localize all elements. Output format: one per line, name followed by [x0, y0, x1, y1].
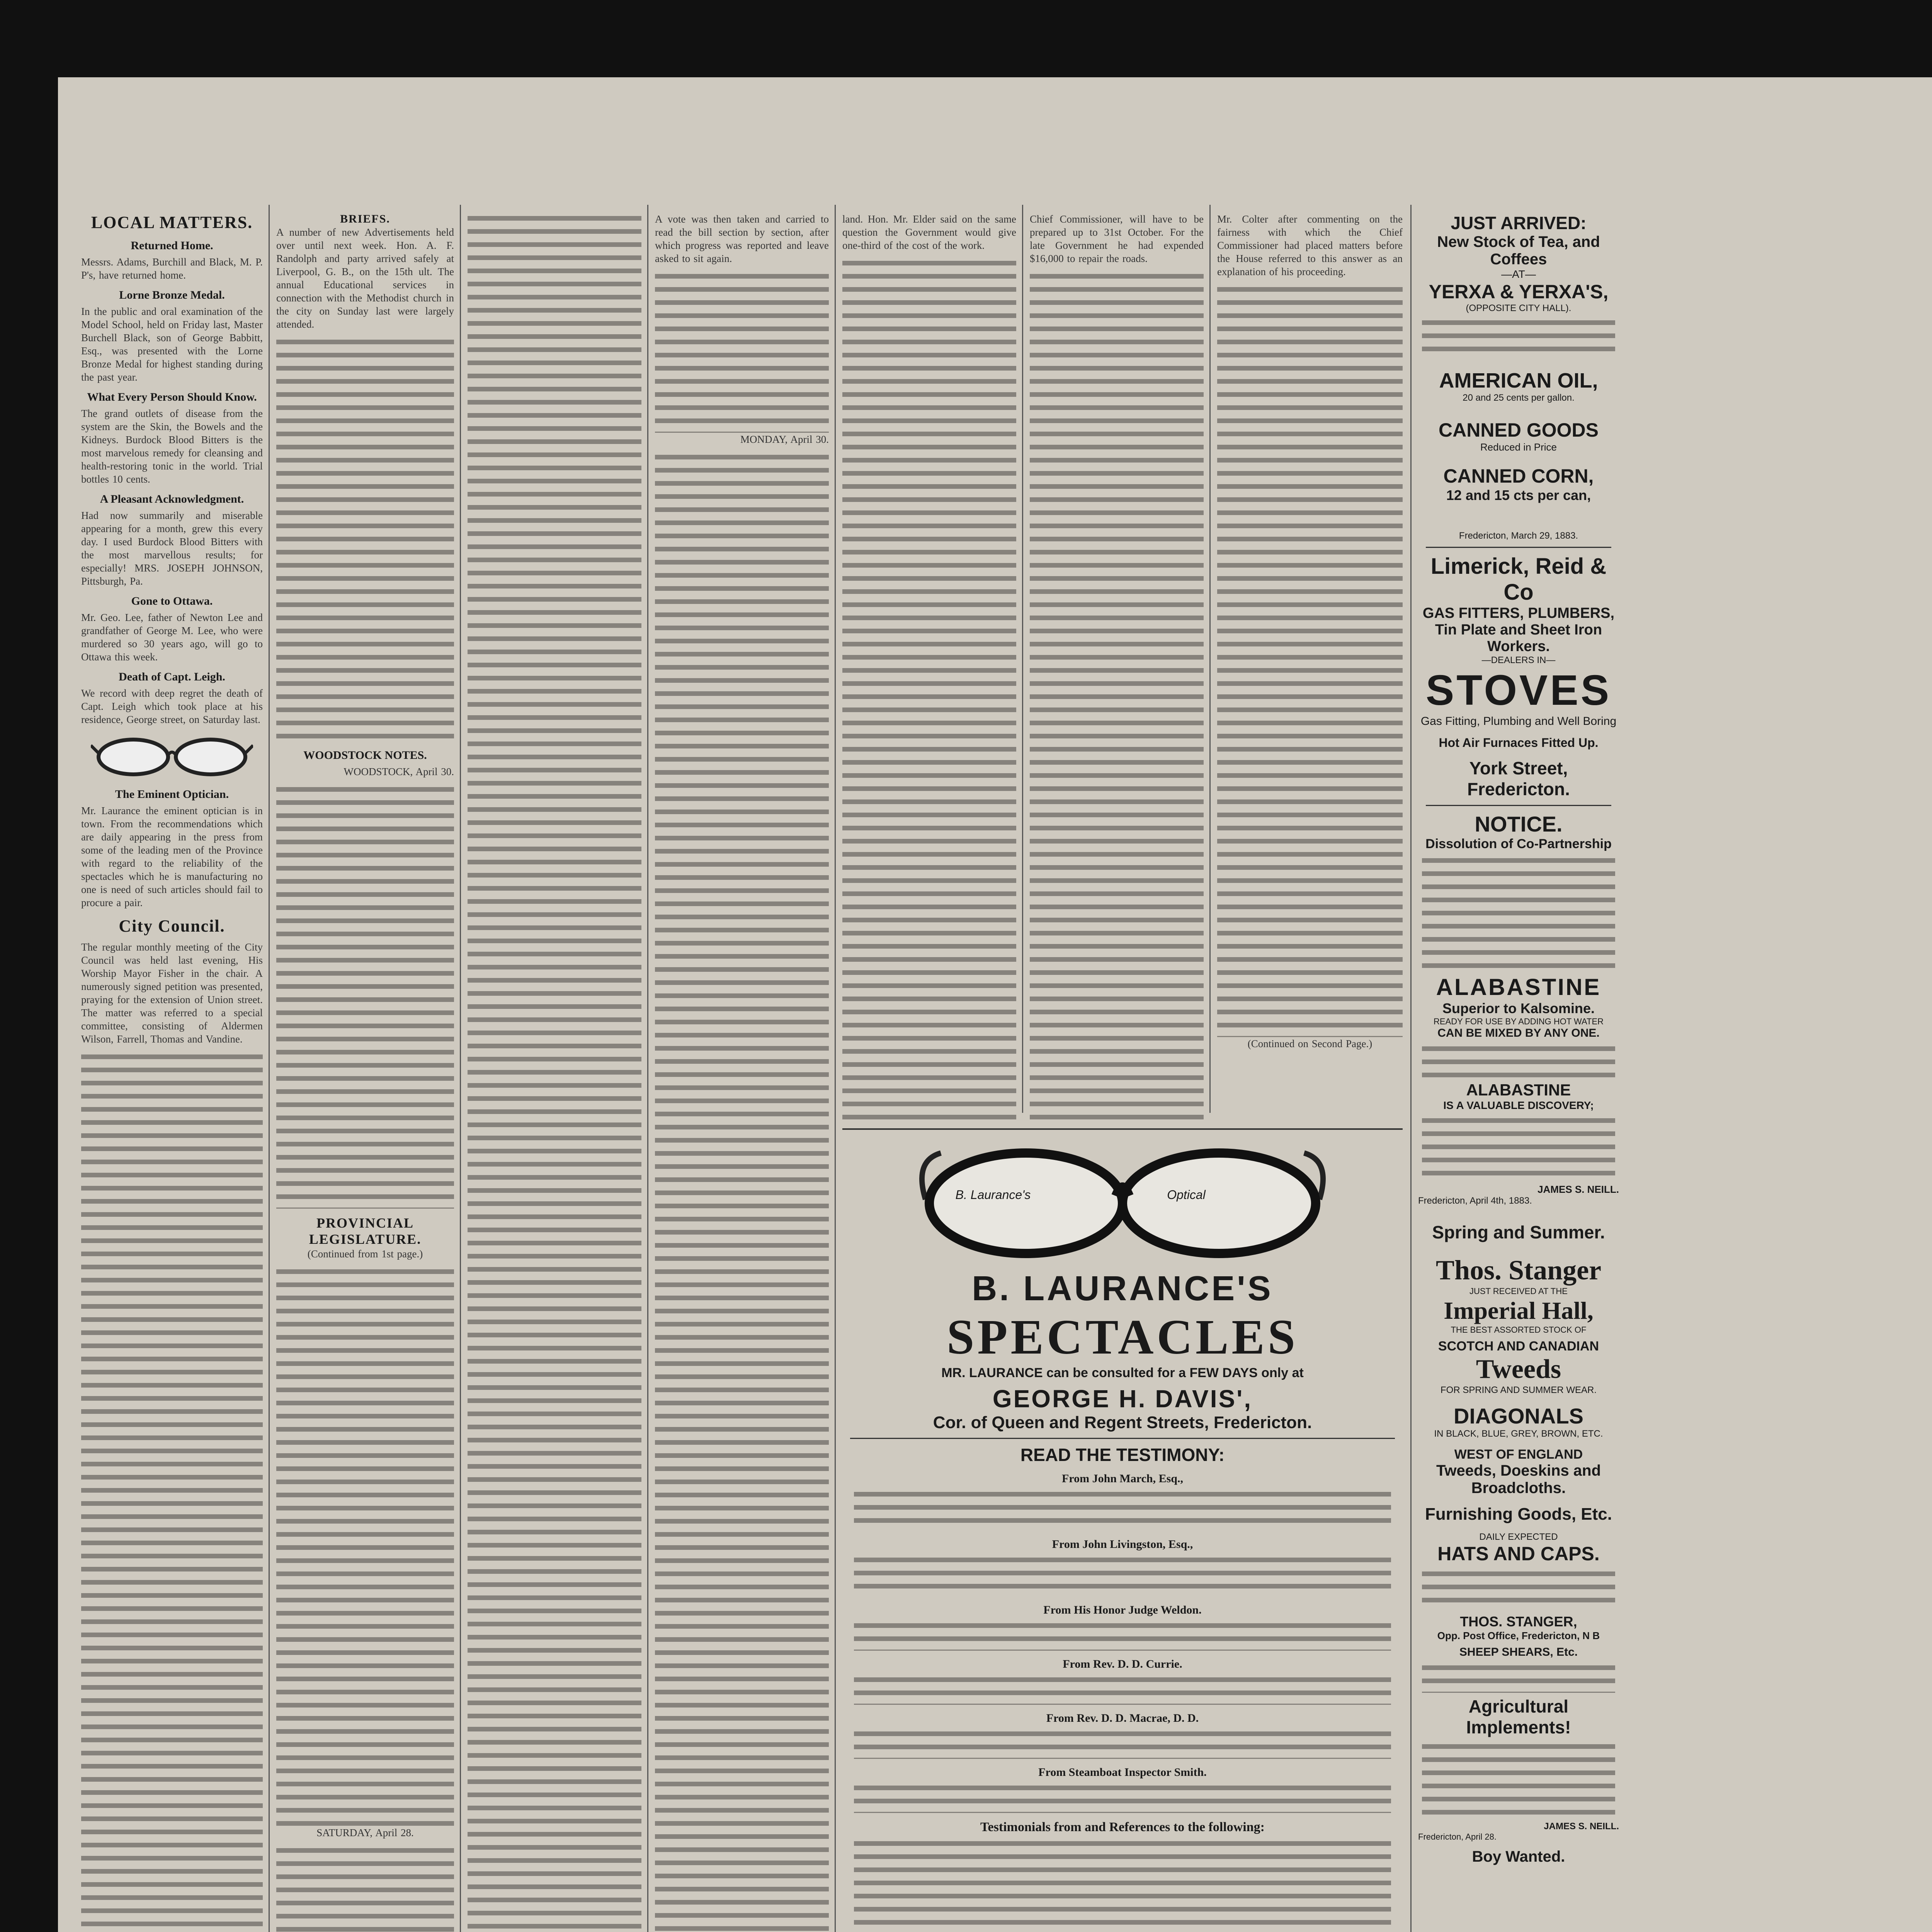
ad-received: JUST RECEIVED AT THE	[1469, 1286, 1568, 1296]
column-rule	[835, 205, 836, 1932]
notice-heading: NOTICE.	[1475, 812, 1563, 836]
ad-body-text	[1422, 1043, 1615, 1078]
local-matters-heading: LOCAL MATTERS.	[91, 213, 253, 232]
testimonial-text	[854, 1620, 1391, 1651]
ad-dealers: —DEALERS IN—	[1481, 655, 1556, 665]
ad-canned-sub: Reduced in Price	[1480, 441, 1557, 453]
column-rule	[1209, 205, 1211, 1113]
ad-body-text	[1422, 1115, 1615, 1180]
ad-trades: GAS FITTERS, PLUMBERS,	[1422, 605, 1615, 621]
ad-trades: Tin Plate and Sheet Iron Workers.	[1435, 622, 1602, 655]
column-text-lines	[655, 270, 829, 433]
item-heading: A Pleasant Acknowledgment.	[100, 493, 244, 505]
lens-right-label: Optical	[1167, 1188, 1206, 1202]
city-council-body: The regular monthly meeting of the City Council was held last evening, His Worship Mayor Fisher in the chair. A numerously signed petition was presented, praying for the extension of Union street. The matter was referred to a special committee, consisting of Aldermen Wilson, Farrell, Thomas and Vandine.	[81, 941, 263, 1045]
local-item	[81, 788, 263, 909]
ad-date: Fredericton, March 29, 1883.	[1459, 531, 1578, 541]
ad-diagonals: DIAGONALS	[1454, 1404, 1583, 1428]
lens-left-label: B. Laurance's	[955, 1188, 1031, 1202]
column-text-lines	[1030, 270, 1204, 1121]
ad-scotch: SCOTCH AND CANADIAN	[1438, 1339, 1599, 1354]
ad-tweeds: Tweeds	[1476, 1354, 1561, 1384]
ad-diagonals-sub: IN BLACK, BLUE, GREY, BROWN, ETC.	[1434, 1429, 1603, 1439]
item-body: Mr. Laurance the eminent optician is in town. From the recommendations which are daily appearing in the press from some of the leading men of the Province with regard to the reliability of the spectacles which he is manufacturing no one is need of such articles should fail to procure a pair.	[81, 805, 263, 908]
item-heading: What Every Person Should Know.	[87, 391, 257, 403]
column-legislature-4	[655, 213, 829, 1932]
newspaper-page	[58, 77, 1932, 1932]
column-dateline: MONDAY, April 30.	[740, 434, 829, 445]
column-text-lines	[276, 1845, 454, 1932]
ad-location: (OPPOSITE CITY HALL).	[1466, 303, 1571, 313]
spectacles-advertisement	[842, 1128, 1403, 1932]
local-item	[81, 239, 263, 282]
ad-stoves: STOVES	[1425, 667, 1612, 714]
ad-stoves-sub: Gas Fitting, Plumbing and Well Boring	[1420, 715, 1617, 728]
ad-alabastine-2-sub: IS A VALUABLE DISCOVERY;	[1443, 1099, 1594, 1111]
briefs-body: A number of new Advertisements held over until next week. Hon. A. F. Randolph and party arrived safely at Liverpool, G. B., on the 15th ult. The annual Educational services in connection with the Methodist church in the city on Sunday last were largely attended.	[276, 226, 454, 330]
testimonial-text	[854, 1674, 1391, 1705]
ad-alabastine-2: ALABASTINE	[1466, 1081, 1571, 1099]
ad-title: B. LAURANCE'S	[972, 1269, 1273, 1308]
ad-date: Fredericton, April 28.	[1418, 1832, 1497, 1842]
item-heading: Death of Capt. Leigh.	[119, 670, 225, 683]
spectacles-illustration	[91, 734, 253, 780]
divider	[1426, 805, 1611, 806]
ad-firm: Limerick, Reid & Co	[1430, 554, 1607, 605]
legislature-heading: PROVINCIAL LEGISLATURE.	[309, 1215, 422, 1247]
ad-furnishing: Furnishing Goods, Etc.	[1425, 1505, 1612, 1524]
ad-street: York Street, Fredericton.	[1467, 758, 1570, 799]
ad-line: —AT—	[1501, 268, 1536, 280]
item-body: Had now summarily and miserable appearing for a month, grew this every day. I used Burdock Blood Bitters with the most marvellous results; for especially! MRS. JOSEPH JOHNSON, Pittsburgh, Pa.	[81, 510, 263, 587]
ad-stanger: Thos. Stanger	[1435, 1255, 1602, 1286]
woodstock-dateline: WOODSTOCK, April 30.	[344, 766, 454, 777]
ad-signer: JAMES S. NEILL.	[1537, 1184, 1619, 1195]
column-legislature-7	[1217, 213, 1403, 1121]
column-rule	[647, 205, 648, 1932]
column-opening: land. Hon. Mr. Elder said on the same question the Government would give one-third of the cost of the work.	[842, 213, 1016, 251]
column-text-lines	[842, 257, 1016, 1121]
ad-body-text	[1422, 1741, 1615, 1818]
testimonial-heading: From Steamboat Inspector Smith.	[1038, 1766, 1207, 1779]
column-text-lines	[1217, 284, 1403, 1037]
ad-daily: DAILY EXPECTED	[1479, 1532, 1558, 1542]
column-briefs	[276, 213, 454, 1932]
ad-alabastine-ready: READY FOR USE BY ADDING HOT WATER	[1433, 1017, 1604, 1026]
column-text-lines	[81, 1051, 263, 1932]
legislature-note: (Continued from 1st page.)	[307, 1248, 423, 1260]
continued-note: (Continued on Second Page.)	[1247, 1038, 1372, 1049]
ad-stanger-address: Opp. Post Office, Fredericton, N B	[1437, 1630, 1600, 1641]
ad-testimony-heading: READ THE TESTIMONY:	[1020, 1445, 1225, 1465]
ad-furnaces: Hot Air Furnaces Fitted Up.	[1439, 736, 1599, 750]
briefs-heading: BRIEFS.	[340, 213, 390, 225]
item-body: In the public and oral examination of the Model School, held on Friday last, Master Burchell Black, son of George Babbitt, Esq., was presented with the Lorne Bronze Medal for highest standing during the past year.	[81, 306, 263, 383]
ad-body-text	[1422, 1568, 1615, 1611]
ad-assorted: THE BEST ASSORTED STOCK OF	[1451, 1325, 1587, 1335]
references-list	[854, 1838, 1391, 1932]
item-body: Mr. Geo. Lee, father of Newton Lee and grandfather of George M. Lee, who were murdered so 30 years ago, will go to Ottawa this week.	[81, 612, 263, 663]
testimonial-heading: From His Honor Judge Weldon.	[1043, 1604, 1202, 1616]
item-heading: Lorne Bronze Medal.	[119, 289, 225, 301]
ad-west: WEST OF ENGLAND	[1454, 1447, 1583, 1462]
ad-alabastine-mixed: CAN BE MIXED BY ANY ONE.	[1437, 1027, 1600, 1039]
testimonial-text	[854, 1728, 1391, 1759]
testimonial-text	[854, 1782, 1391, 1813]
testimonial-heading: From Rev. D. D. Macrae, D. D.	[1046, 1712, 1199, 1725]
ad-tweeds-sub: FOR SPRING AND SUMMER WEAR.	[1440, 1385, 1597, 1395]
column-opening: Chief Commissioner, will have to be prepared up to 31st October. For the late Government he had expended $16,000 to repair the roads.	[1030, 213, 1204, 264]
column-legislature-3	[468, 213, 641, 1932]
city-council-heading: City Council.	[119, 917, 225, 935]
ad-oil-price: 20 and 25 cents per gallon.	[1463, 393, 1575, 403]
testimonial-heading: From Rev. D. D. Currie.	[1063, 1658, 1182, 1670]
ad-canned: CANNED GOODS	[1439, 419, 1599, 441]
column-text-lines	[655, 451, 829, 1932]
ad-body-text	[1422, 317, 1615, 359]
ad-alabastine-sub: Superior to Kalsomine.	[1442, 1000, 1595, 1016]
column-advertisements	[1418, 213, 1619, 1932]
column-opening: A vote was then taken and carried to read the bill section by section, after which progress was reported and leave asked to sit again.	[655, 213, 829, 264]
column-rule	[1410, 205, 1412, 1932]
column-local-matters	[81, 213, 263, 1932]
ad-alabastine: ALABASTINE	[1436, 974, 1601, 1000]
ad-last: Boy Wanted.	[1472, 1848, 1565, 1865]
references-heading: Testimonials from and References to the following:	[980, 1820, 1265, 1834]
ad-spring: Spring and Summer.	[1432, 1222, 1605, 1242]
item-body: Messrs. Adams, Burchill and Black, M. P. P's, have returned home.	[81, 256, 263, 281]
ad-agricultural: Agricultural Implements!	[1466, 1696, 1571, 1737]
column-rule	[1022, 205, 1023, 1113]
testimonial-text	[854, 1488, 1391, 1531]
ad-shears: SHEEP SHEARS, Etc.	[1459, 1646, 1578, 1658]
item-body: The grand outlets of disease from the system are the Skin, the Bowels and the Kidneys. Burdock Blood Bitters is the most marvelous remedy for cleansing and health-restoring tonic in the world. Trial bottles 10 cents.	[81, 408, 263, 485]
ad-hall: Imperial Hall,	[1444, 1297, 1594, 1324]
column-legislature-5	[842, 213, 1016, 1121]
local-item	[81, 391, 263, 486]
ad-address: Cor. of Queen and Regent Streets, Fredericton.	[933, 1413, 1312, 1432]
item-body: We record with deep regret the death of Capt. Leigh which took place at his residence, George street, on Saturday last.	[81, 687, 263, 725]
column-text-lines	[468, 213, 641, 1932]
ad-body-text	[1422, 1662, 1615, 1693]
divider	[1426, 547, 1611, 548]
ad-corn: CANNED CORN,	[1443, 465, 1594, 487]
item-heading: Gone to Ottawa.	[131, 595, 213, 607]
local-item	[81, 670, 263, 726]
ad-headline: SPECTACLES	[947, 1310, 1298, 1364]
ad-line: New Stock of Tea, and Coffees	[1437, 233, 1600, 268]
item-heading: Returned Home.	[131, 239, 213, 252]
divider	[850, 1438, 1395, 1439]
legislature-date: SATURDAY, April 28.	[316, 1827, 414, 1838]
column-legislature-6	[1030, 213, 1204, 1121]
dissolution-heading: Dissolution of Co-Partnership	[1425, 837, 1612, 851]
ad-store: YERXA & YERXA'S,	[1429, 281, 1609, 303]
ad-oil: AMERICAN OIL,	[1439, 369, 1598, 392]
ad-stanger-2: THOS. STANGER,	[1460, 1614, 1577, 1629]
column-opening: Mr. Colter after commenting on the fairness with which the Chief Commissioner had placed matters before the House referred to this answer as an explanation of his proceeding.	[1217, 213, 1403, 277]
ad-west-sub: Tweeds, Doeskins and Broadcloths.	[1436, 1462, 1601, 1497]
local-item	[81, 289, 263, 384]
testimonial-heading: From John March, Esq.,	[1062, 1472, 1183, 1485]
local-item	[81, 595, 263, 663]
ad-corn-price: 12 and 15 cts per can,	[1446, 487, 1591, 503]
ad-date: Fredericton, April 4th, 1883.	[1418, 1196, 1532, 1206]
local-item	[81, 493, 263, 588]
column-rule	[460, 205, 461, 1932]
column-text-lines	[276, 336, 454, 742]
testimonial-text	[854, 1554, 1391, 1597]
notice-text	[1422, 855, 1615, 971]
testimonial-heading: From John Livingston, Esq.,	[1052, 1538, 1193, 1551]
woodstock-heading: WOODSTOCK NOTES.	[303, 749, 427, 762]
column-rule	[269, 205, 270, 1932]
ad-hats: HATS AND CAPS.	[1437, 1543, 1600, 1565]
item-heading: The Eminent Optician.	[115, 788, 229, 801]
ad-signer: JAMES S. NEILL.	[1544, 1821, 1619, 1832]
column-text-lines	[276, 1266, 454, 1826]
ad-kicker: JUST ARRIVED:	[1451, 213, 1587, 233]
column-text-lines	[276, 784, 454, 1209]
ad-dealer: GEORGE H. DAVIS',	[992, 1385, 1253, 1413]
ad-consult: MR. LAURANCE can be consulted for a FEW DAYS only at	[941, 1366, 1304, 1380]
